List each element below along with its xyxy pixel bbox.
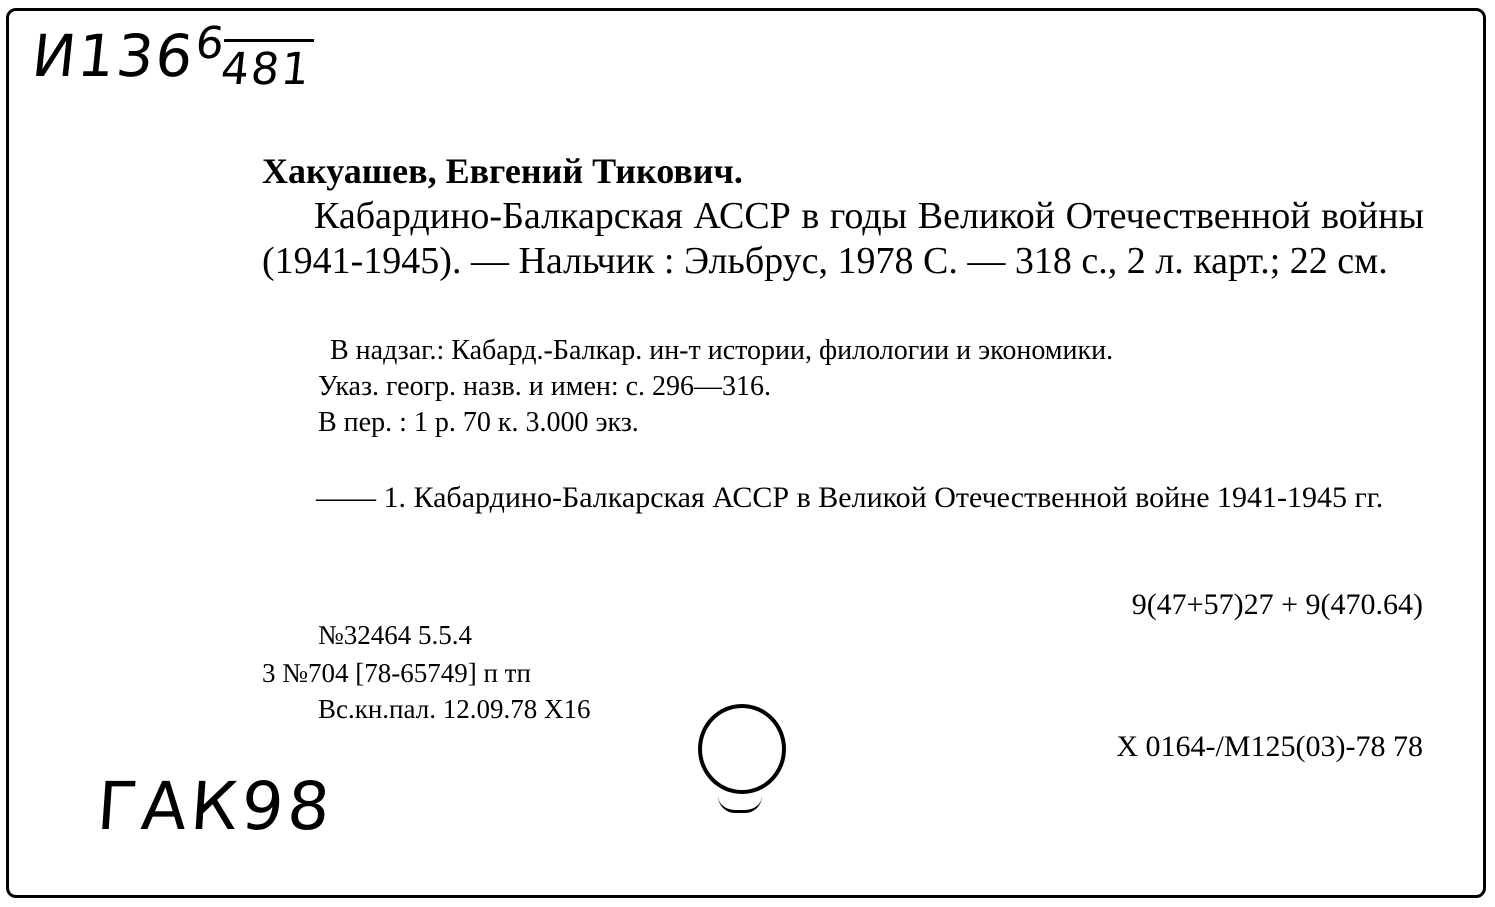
shelfmark-denominator: 481 bbox=[218, 39, 314, 95]
author-heading: Хакуашев, Евгений Тикович. bbox=[262, 151, 743, 191]
classification-code: 9(47+57)27 + 9(470.64) bbox=[1131, 588, 1423, 621]
shelfmark-main: И136 bbox=[28, 22, 199, 90]
shelfmark-numerator: 6 bbox=[193, 18, 227, 69]
note-line: Указ. геогр. назв. и имен: с. 296—316. bbox=[318, 371, 772, 402]
order-line: Вс.кн.пал. 12.09.78 Х16 bbox=[318, 694, 591, 724]
handwritten-shelfmark bbox=[28, 18, 316, 95]
title-statement: Кабардино-Балкарская АССР в годы Великой Отечественной войны (1941-1945). — Нальчик : Эльбрус, 1978 С. — 318 с., 2 л. карт.; 22 см. bbox=[262, 195, 1424, 282]
order-line: 3 №704 [78-65749] п тп bbox=[262, 658, 531, 688]
note-line: В надзаг.: Кабард.-Балкар. ин-т истории, филологии и экономики. bbox=[330, 335, 1114, 366]
subject-heading: —— 1. Кабардино-Балкарская АССР в Великой Отечественной войне 1941-1945 гг. bbox=[316, 481, 1384, 514]
handwritten-stamp: ГАК98 bbox=[94, 768, 337, 845]
publisher-code: Х 0164-/М125(03)-78 78 bbox=[1116, 730, 1423, 763]
note-line: В пер. : 1 р. 70 к. 3.000 экз. bbox=[318, 407, 639, 438]
order-line: №32464 5.5.4 bbox=[318, 620, 473, 650]
stamp-circle bbox=[698, 704, 786, 794]
